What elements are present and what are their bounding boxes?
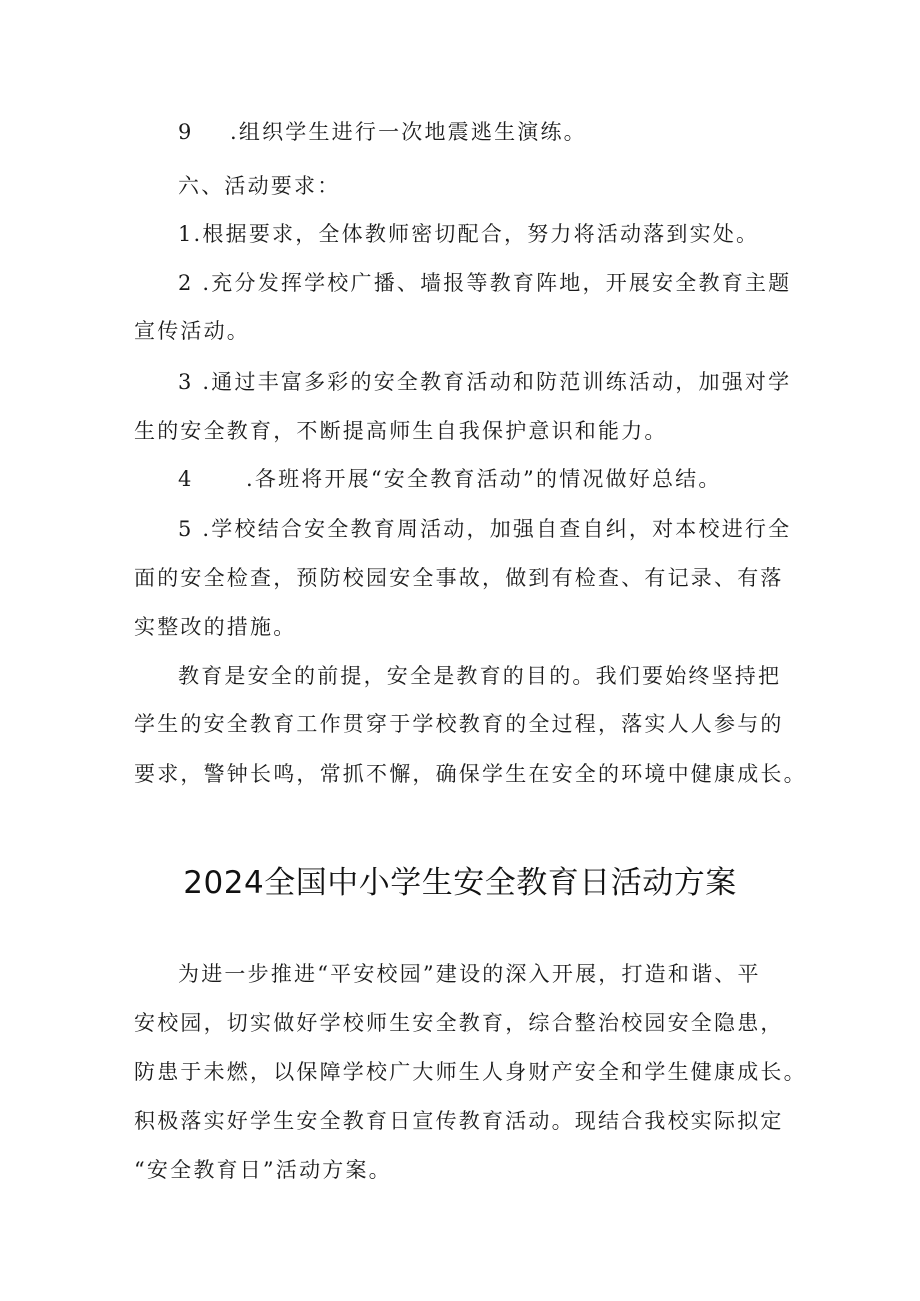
intro-line-4: 积极落实好学生安全教育日宣传教育活动。现结合我校实际拟定 xyxy=(134,1109,784,1133)
requirement-5-line-3: 实整改的措施。 xyxy=(134,615,297,639)
document-title: 2024全国中小学生安全教育日活动方案 xyxy=(183,865,737,901)
requirement-3-line-2: 生的安全教育，不断提高师生自我保护意识和能力。 xyxy=(134,419,668,443)
intro-line-2: 安校园，切实做好学校师生安全教育，综合整治校园安全隐患， xyxy=(134,1011,784,1035)
requirement-5-line-2: 面的安全检查，预防校园安全事故，做到有检查、有记录、有落 xyxy=(134,566,784,590)
requirement-4-number: 4 xyxy=(178,467,194,491)
requirement-3-line-1: 3 .通过丰富多彩的安全教育活动和防范训练活动，加强对学 xyxy=(178,370,792,394)
closing-line-3: 要求，警钟长鸣，常抓不懈，确保学生在安全的环境中健康成长。 xyxy=(134,762,807,786)
closing-line-1: 教育是安全的前提，安全是教育的目的。我们要始终坚持把 xyxy=(178,664,782,688)
item-9-text: .组织学生进行一次地震逃生演练。 xyxy=(230,120,587,144)
requirement-2-line-1: 2 .充分发挥学校广播、墙报等教育阵地，开展安全教育主题 xyxy=(178,271,792,295)
requirement-1: 1.根据要求，全体教师密切配合，努力将活动落到实处。 xyxy=(178,222,760,246)
intro-line-5: “安全教育日”活动方案。 xyxy=(134,1158,392,1182)
item-9-number: 9 xyxy=(178,120,194,144)
intro-line-1: 为进一步推进“平安校园”建设的深入开展，打造和谐、平 xyxy=(178,962,761,986)
requirement-4-text: .各班将开展“安全教育活动”的情况做好总结。 xyxy=(246,467,722,491)
requirement-2-line-2: 宣传活动。 xyxy=(134,319,250,343)
section-6-heading: 六、活动要求： xyxy=(178,174,341,198)
closing-line-2: 学生的安全教育工作贯穿于学校教育的全过程，落实人人参与的 xyxy=(134,712,784,736)
intro-line-3: 防患于未燃，以保障学校广大师生人身财产安全和学生健康成长。 xyxy=(134,1060,807,1084)
requirement-5-line-1: 5 .学校结合安全教育周活动，加强自查自纠，对本校进行全 xyxy=(178,517,792,541)
item-9 xyxy=(178,117,587,147)
requirement-4 xyxy=(178,464,722,494)
